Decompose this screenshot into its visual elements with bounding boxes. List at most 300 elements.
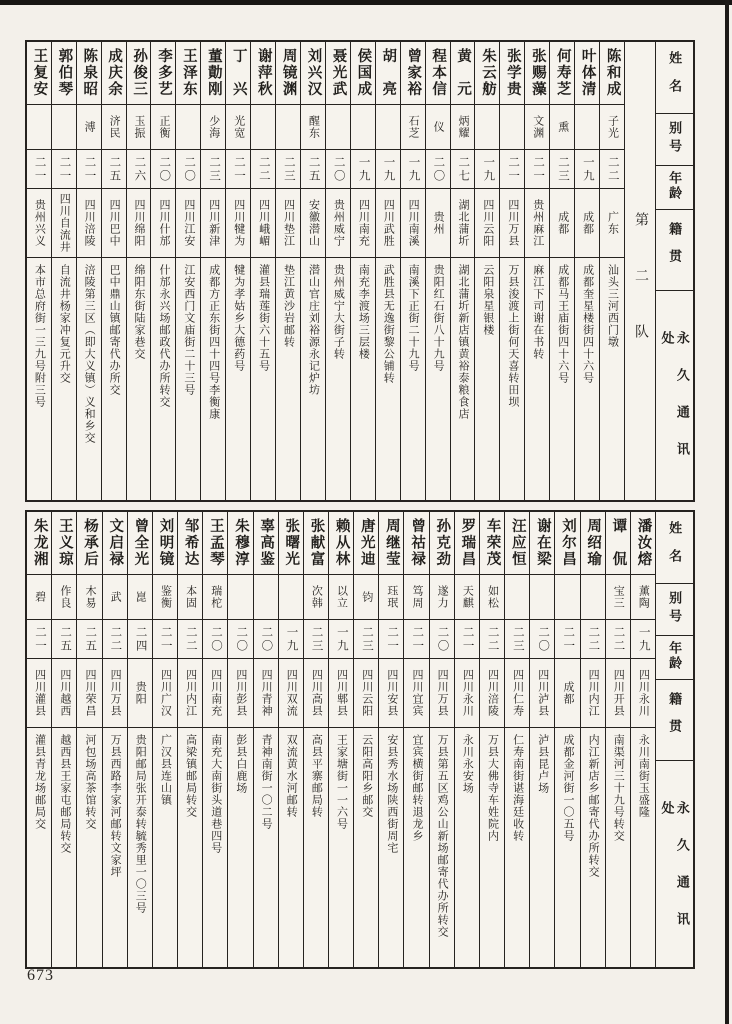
person-column [630,512,655,967]
person-byname [176,105,200,150]
person-name: 谢在梁 [530,512,554,575]
person-byname [500,105,524,150]
person-byname: 薰陶 [631,575,655,620]
person-age: 二五 [77,620,101,659]
person-native-place: 四川武胜 [376,189,400,258]
person-age: 二〇 [176,150,200,189]
person-name: 张献富 [304,512,328,575]
person-column [474,42,499,500]
people-columns-top [27,42,624,500]
person-native-place: 四川犍为 [226,189,250,258]
person-native-place: 四川涪陵 [480,659,504,728]
person-name: 李多艺 [151,42,175,105]
person-byname [279,575,303,620]
person-byname: 宝三 [606,575,630,620]
person-column [524,42,549,500]
person-address: 江安西门文庙街二十三号 [182,264,195,396]
person-byname [351,105,375,150]
person-column [350,42,375,500]
person-native-place: 四川涪陵 [77,189,101,258]
person-name: 成庆余 [102,42,126,105]
person-age: 二三 [550,150,574,189]
person-column [499,42,524,500]
person-age: 二一 [27,620,51,659]
scan-edge-top [0,0,732,5]
person-native-place: 湖北蒲圻 [451,189,475,258]
person-native-place: 四川万县 [500,189,524,258]
person-name: 朱龙湘 [27,512,51,575]
person-column [253,512,278,967]
person-age: 二一 [379,620,403,659]
person-name: 邹希达 [178,512,202,575]
person-address: 什邡永兴场邮政代办所转交 [157,264,170,408]
person-age: 二〇 [254,620,278,659]
person-native-place: 四川万县 [103,659,127,728]
person-byname [276,105,300,150]
person-native-place: 贵阳 [128,659,152,728]
header-address: 永久通讯处 [659,331,690,479]
header-name: 姓名 [656,512,693,584]
person-column [580,512,605,967]
person-address: 湖北蒲圻新店镇黄裕泰粮食店 [457,264,469,420]
person-column [278,512,303,967]
person-byname: 以立 [329,575,353,620]
person-column [126,42,151,500]
person-age: 二二 [251,150,275,189]
person-age: 二〇 [326,150,350,189]
person-column [175,42,200,500]
person-name: 王孟琴 [203,512,227,575]
person-native-place: 广东 [600,189,624,258]
person-byname: 玉振 [127,105,151,150]
person-address: 成都奎星楼街四十六号 [581,264,594,384]
person-native-place: 四川泸县 [530,659,554,728]
person-native-place: 四川南溪 [401,189,425,258]
person-byname: 碧 [27,575,51,620]
person-native-place: 四川垫江 [276,189,300,258]
person-native-place: 四川万县 [430,659,454,728]
person-column [303,512,328,967]
person-name: 文启禄 [103,512,127,575]
header-native-place: 籍贯 [656,680,693,761]
person-byname: 醒东 [301,105,325,150]
person-column [76,42,101,500]
person-address: 万县浚渡上街何天喜转田坝 [506,264,519,408]
person-name: 谭 侃 [606,512,630,575]
person-column [479,512,504,967]
person-name: 张赐藻 [525,42,549,105]
person-native-place: 成都 [550,189,574,258]
person-age: 一九 [575,150,599,189]
person-column [27,42,51,500]
person-age: 二三 [276,150,300,189]
person-column [549,42,574,500]
roster-table-squad-two [25,40,695,502]
person-name: 潘汝熔 [631,512,655,575]
person-name: 孙克劲 [430,512,454,575]
person-column [429,512,454,967]
person-native-place: 四川自流井 [52,189,76,258]
person-native-place: 四川新津 [201,189,225,258]
person-address: 安县秀水场陕西街周宅 [385,734,398,854]
header-byname: 别号 [656,114,693,166]
person-address: 万县西路李家河邮转文家坪 [109,734,122,878]
person-byname: 济民 [102,105,126,150]
person-address: 南渠河三十九号转交 [612,734,625,842]
person-address: 双流黄水河邮转 [285,734,298,818]
person-address: 云阳泉星银楼 [481,264,494,336]
person-address: 宜宾横街邮转退龙乡 [411,734,423,842]
person-age: 二二 [600,150,624,189]
person-address: 河包场高茶馆转交 [83,734,96,830]
person-age: 二一 [455,620,479,659]
person-byname: 钧 [354,575,378,620]
person-age: 一九 [351,150,375,189]
person-byname: 少海 [201,105,225,150]
person-name: 黄 元 [451,42,475,105]
person-byname [27,105,51,150]
person-address: 永川永安场 [461,734,474,794]
person-native-place: 四川南充 [203,659,227,728]
person-address: 万县第五区鸡公山新场邮寄代办所转交 [436,734,449,938]
person-column [150,42,175,500]
person-name: 何寿芝 [550,42,574,105]
person-column [225,42,250,500]
person-address: 贵阳邮局张开泰转毓秀里一〇三号 [134,734,147,914]
person-byname [254,575,278,620]
person-name: 唐光迪 [354,512,378,575]
person-address: 本市总府街一三九号附三号 [33,264,46,408]
person-age: 一九 [279,620,303,659]
person-byname: 本固 [178,575,202,620]
person-age: 二三 [304,620,328,659]
person-byname [475,105,499,150]
person-address: 高县平寨邮局转 [310,734,323,818]
person-native-place: 四川永川 [455,659,479,728]
person-column [177,512,202,967]
person-address: 巴中鼎山镇邮寄代办所交 [108,264,121,396]
person-byname: 子光 [600,105,624,150]
person-native-place: 四川绵阳 [127,189,151,258]
person-age: 二二 [480,620,504,659]
person-age: 二七 [451,150,475,189]
person-name: 聂光武 [326,42,350,105]
person-age: 二二 [606,620,630,659]
person-name: 郭伯琴 [52,42,76,105]
person-byname: 溥 [77,105,101,150]
person-byname [52,105,76,150]
scan-edge-right [725,0,729,1024]
person-age: 二〇 [530,620,554,659]
person-byname [376,105,400,150]
person-byname: 鉴衡 [153,575,177,620]
person-byname: 仪 [426,105,450,150]
person-name: 侯国成 [351,42,375,105]
person-address: 王家塘街一一六号 [335,734,348,830]
person-address: 贵阳红石街八十九号 [432,264,445,372]
person-name: 王复安 [27,42,51,105]
header-address: 永久通讯处 [659,801,690,949]
person-column [554,512,579,967]
person-age: 二四 [128,620,152,659]
person-native-place: 四川越西 [52,659,76,728]
person-age: 二〇 [151,150,175,189]
person-age: 二二 [178,620,202,659]
person-name: 罗瑞昌 [455,512,479,575]
person-name: 陈和成 [600,42,624,105]
squad-label: 第二队 [633,212,648,380]
person-address: 成都马王庙街四十六号 [556,264,569,384]
person-column [375,42,400,500]
person-name: 胡 亮 [376,42,400,105]
person-age: 二〇 [228,620,252,659]
person-column [403,512,428,967]
person-native-place: 贵州威宁 [326,189,350,258]
person-address: 汕头三河西门墩 [606,264,619,348]
person-native-place: 四川青神 [254,659,278,728]
person-native-place: 四川巴中 [102,189,126,258]
person-name: 朱云舫 [475,42,499,105]
column-headers [655,42,693,500]
person-address: 仁寿南街谌海廷收转 [511,734,524,842]
person-address: 自流井杨家冲复元升交 [58,264,71,384]
person-byname: 次韩 [304,575,328,620]
person-native-place: 四川南充 [351,189,375,258]
person-address: 高梁镇邮局转交 [184,734,197,818]
person-address: 南溪下正街二十九号 [407,264,420,372]
person-column [605,512,630,967]
person-age: 二一 [52,150,76,189]
person-age: 二一 [27,150,51,189]
person-address: 越西县王家屯邮局转交 [58,734,71,854]
person-name: 孙俊三 [127,42,151,105]
person-column [27,512,51,967]
header-name: 姓名 [656,42,693,114]
person-address: 成都金河街一〇五号 [561,734,574,842]
person-name: 周继莹 [379,512,403,575]
squad-column [624,42,655,500]
person-address: 泸县昆卢场 [536,734,549,794]
person-age: 二〇 [203,620,227,659]
header-age: 年龄 [656,636,693,680]
person-byname: 如松 [480,575,504,620]
person-address: 彭县白鹿场 [234,734,247,794]
person-native-place: 四川广汉 [153,659,177,728]
person-native-place: 四川峨嵋 [251,189,275,258]
person-name: 赖从林 [329,512,353,575]
person-column [400,42,425,500]
person-age: 二一 [226,150,250,189]
person-byname [326,105,350,150]
person-name: 程本信 [426,42,450,105]
person-native-place: 四川荣昌 [77,659,101,728]
person-byname: 遂力 [430,575,454,620]
person-byname: 石芝 [401,105,425,150]
person-native-place: 安徽潜山 [301,189,325,258]
person-name: 杨承后 [77,512,101,575]
person-name: 王泽东 [176,42,200,105]
person-name: 董勣刚 [201,42,225,105]
person-native-place: 贵州麻江 [525,189,549,258]
person-column [328,512,353,967]
person-byname [555,575,579,620]
person-address: 永川南街玉盛隆 [637,734,650,818]
person-name: 刘兴汉 [301,42,325,105]
person-native-place: 四川开县 [606,659,630,728]
person-address: 贵州威宁大街子转 [332,264,345,360]
person-byname [581,575,605,620]
person-age: 二三 [354,620,378,659]
person-byname: 熏 [550,105,574,150]
person-address: 南充李渡场三层楼 [357,264,370,360]
person-name: 叶体清 [575,42,599,105]
person-age: 二二 [103,620,127,659]
person-native-place: 成都 [555,659,579,728]
person-age: 二一 [77,150,101,189]
person-address: 万县大佛寺车姓院内 [486,734,499,842]
person-native-place: 四川江安 [176,189,200,258]
person-byname [228,575,252,620]
person-age: 一九 [475,150,499,189]
person-native-place: 四川郫县 [329,659,353,728]
person-age: 二一 [404,620,428,659]
person-native-place: 贵州兴义 [27,189,51,258]
person-byname: 作良 [52,575,76,620]
person-native-place: 贵州 [426,189,450,258]
person-column [102,512,127,967]
person-column [504,512,529,967]
person-address: 内江新店乡邮寄代办所转交 [587,734,600,878]
person-address: 南充大南街头道巷四号 [209,734,222,854]
person-name: 刘明镜 [153,512,177,575]
person-column [51,42,76,500]
person-age: 二〇 [426,150,450,189]
person-name: 辜高鉴 [254,512,278,575]
person-age: 二一 [500,150,524,189]
person-column [599,42,624,500]
person-age: 二〇 [430,620,454,659]
person-column [127,512,152,967]
person-column [300,42,325,500]
person-address: 潜山官庄刘裕源永记炉坊 [307,264,320,396]
person-column [76,512,101,967]
person-column [200,42,225,500]
person-column [425,42,450,500]
person-name: 朱穆淳 [228,512,252,575]
person-byname: 天麒 [455,575,479,620]
person-byname [575,105,599,150]
person-byname: 木易 [77,575,101,620]
person-column [275,42,300,500]
person-column [529,512,554,967]
person-address: 成都方正东街四十四号李衡康 [207,264,220,420]
person-address: 麻江下司谢在书转 [531,264,544,360]
person-name: 王义琼 [52,512,76,575]
person-native-place: 四川什邡 [151,189,175,258]
header-byname: 别号 [656,584,693,636]
person-column [250,42,275,500]
person-name: 谢萍秋 [251,42,275,105]
person-age: 一九 [329,620,353,659]
person-column [51,512,76,967]
person-name: 张曙光 [279,512,303,575]
person-age: 二五 [102,150,126,189]
person-age: 一九 [631,620,655,659]
person-column [353,512,378,967]
person-address: 绵阳东街陆家巷交 [133,264,146,360]
person-byname: 崑 [128,575,152,620]
person-name: 周镜渊 [276,42,300,105]
person-byname: 笃周 [404,575,428,620]
person-native-place: 四川内江 [581,659,605,728]
person-byname: 武 [103,575,127,620]
header-native-place: 籍贯 [656,210,693,291]
person-byname: 正衡 [151,105,175,150]
person-age: 二三 [505,620,529,659]
person-age: 一九 [376,150,400,189]
person-column [101,42,126,500]
person-column [378,512,403,967]
people-columns-bottom [27,512,655,967]
person-column [202,512,227,967]
person-age: 二五 [52,620,76,659]
person-address: 犍为孝姑乡大德药号 [232,264,245,372]
person-column [574,42,599,500]
person-age: 一九 [401,150,425,189]
person-age: 二一 [525,150,549,189]
person-native-place: 四川云阳 [475,189,499,258]
person-column [227,512,252,967]
person-age: 二六 [127,150,151,189]
person-name: 曾全光 [128,512,152,575]
person-name: 车荣茂 [480,512,504,575]
person-age: 二一 [153,620,177,659]
person-byname: 光宽 [226,105,250,150]
person-address: 云阳高阳乡邮交 [360,734,373,818]
person-byname [530,575,554,620]
person-age: 二一 [555,620,579,659]
header-age: 年龄 [656,166,693,210]
person-name: 汪应恒 [505,512,529,575]
person-native-place: 四川宜宾 [404,659,428,728]
person-address: 灌县青龙场邮局交 [33,734,46,830]
person-byname: 炳耀 [451,105,475,150]
person-name: 周绍瑜 [581,512,605,575]
person-column [454,512,479,967]
person-native-place: 四川仁寿 [505,659,529,728]
page-number: 673 [27,967,54,984]
person-name: 曾家裕 [401,42,425,105]
person-name: 陈泉昭 [77,42,101,105]
person-native-place: 四川云阳 [354,659,378,728]
person-age: 二三 [201,150,225,189]
person-address: 涪陵第三区（即大义镇）义和乡交 [83,264,96,444]
person-column [152,512,177,967]
person-column [450,42,475,500]
person-native-place: 成都 [575,189,599,258]
column-headers [655,512,693,967]
person-byname [505,575,529,620]
person-name: 丁 兴 [226,42,250,105]
person-byname: 瑞柁 [203,575,227,620]
person-age: 二二 [581,620,605,659]
person-name: 曾祜禄 [404,512,428,575]
person-native-place: 四川双流 [279,659,303,728]
person-name: 张学贵 [500,42,524,105]
person-address: 青神南街一〇二号 [260,734,273,830]
person-name: 刘尔昌 [555,512,579,575]
person-byname: 文渊 [525,105,549,150]
